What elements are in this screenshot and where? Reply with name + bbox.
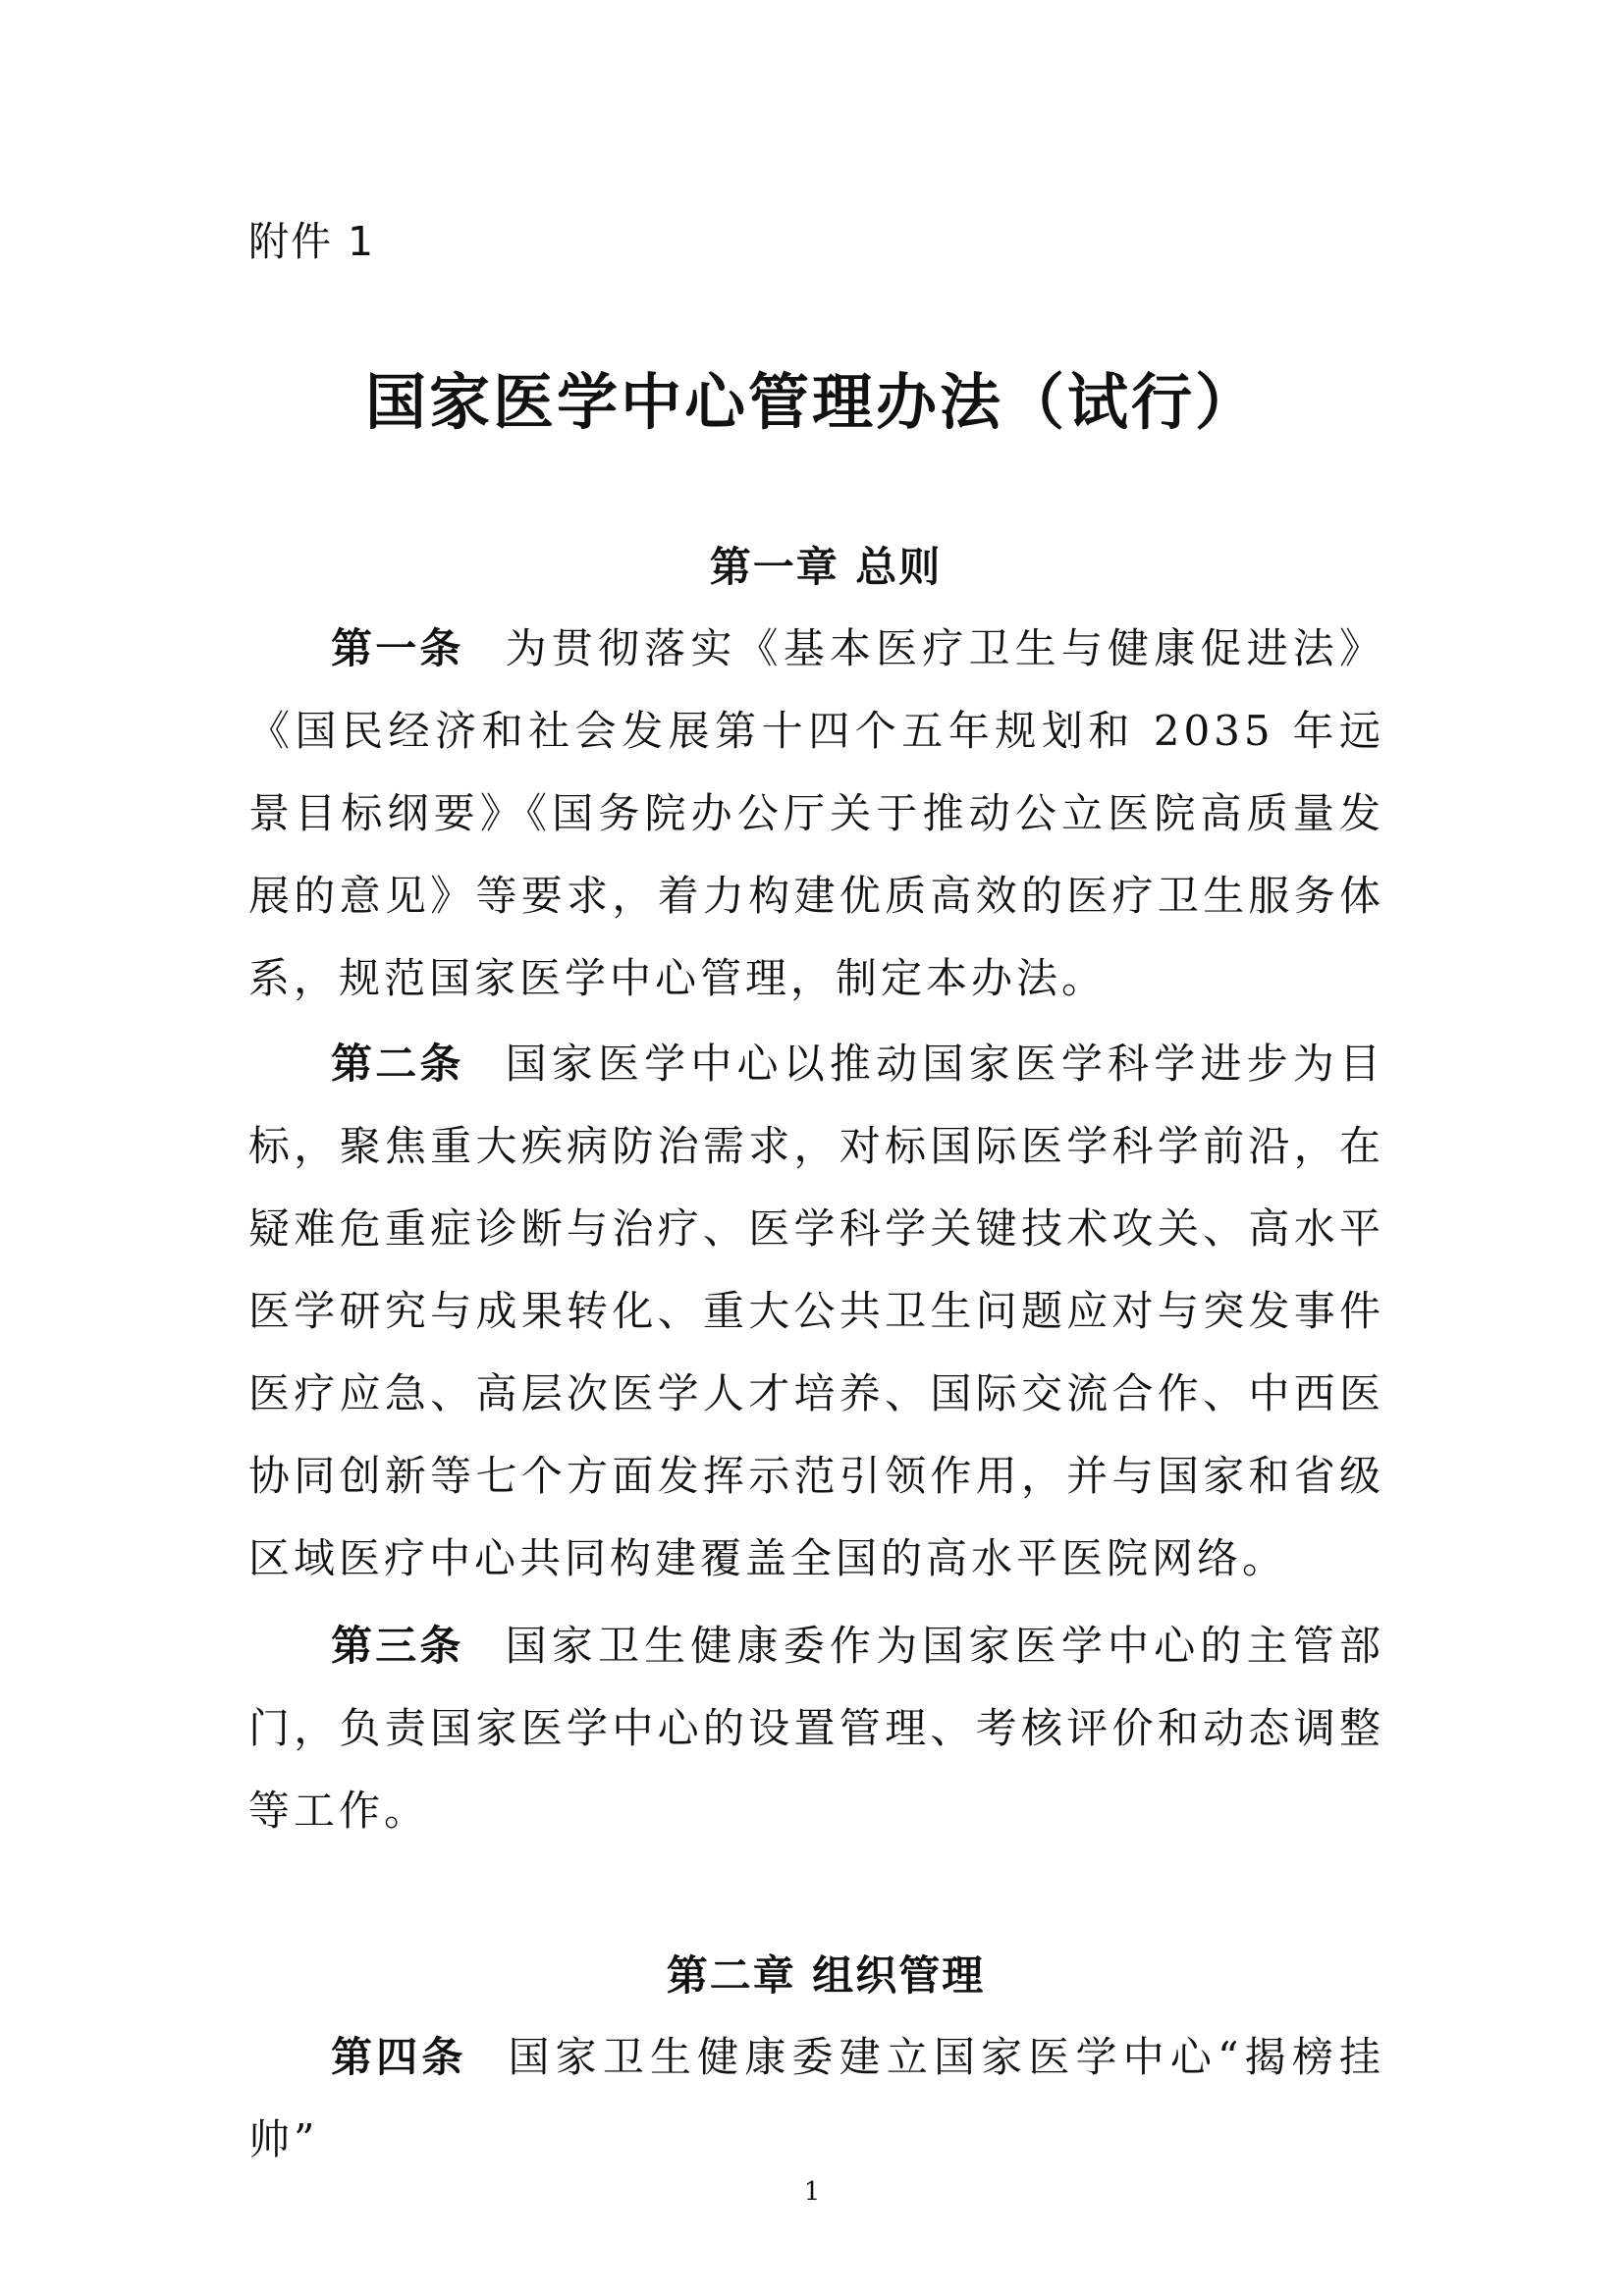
- article-text: 国家卫生健康委作为国家医学中心的主管部门，负责国家医学中心的设置管理、考核评价和动态调整等工作。: [248, 1622, 1384, 1835]
- document-title: 国家医学中心管理办法（试行）: [364, 366, 1259, 438]
- article-1: [248, 608, 1384, 1020]
- article-3: [248, 1605, 1384, 1852]
- chapter-heading-2: 第二章 组织管理: [666, 1951, 986, 2000]
- page-number: 1: [803, 2177, 821, 2207]
- chapter-heading-1: 第一章 总则: [709, 543, 943, 591]
- article-label: 第二条: [331, 1040, 464, 1088]
- article-label: 第三条: [331, 1622, 464, 1670]
- article-2: [248, 1023, 1384, 1600]
- article-text: 为贯彻落实《基本医疗卫生与健康促进法》《国民经济和社会发展第十四个五年规划和 2035 年远景目标纲要》《国务院办公厅关于推动公立医院高质量发展的意见》等要求，着力构建优质高效的医疗卫生服务体系，规范国家医学中心管理，制定本办法。: [248, 624, 1384, 1002]
- article-text: 国家医学中心以推动国家医学科学进步为目标，聚焦重大疾病防治需求，对标国际医学科学前沿，在疑难危重症诊断与治疗、医学科学关键技术攻关、高水平医学研究与成果转化、重大公共卫生问题应对与突发事件医疗应急、高层次医学人才培养、国际交流合作、中西医协同创新等七个方面发挥示范引领作用，并与国家和省级区域医疗中心共同构建覆盖全国的高水平医院网络。: [248, 1040, 1384, 1582]
- article-text: 国家卫生健康委建立国家医学中心“揭榜挂帅”: [248, 2033, 1384, 2163]
- article-4: [248, 2016, 1384, 2181]
- article-label: 第一条: [331, 624, 464, 672]
- article-label: 第四条: [331, 2033, 467, 2081]
- attachment-label: 附件 1: [248, 218, 376, 265]
